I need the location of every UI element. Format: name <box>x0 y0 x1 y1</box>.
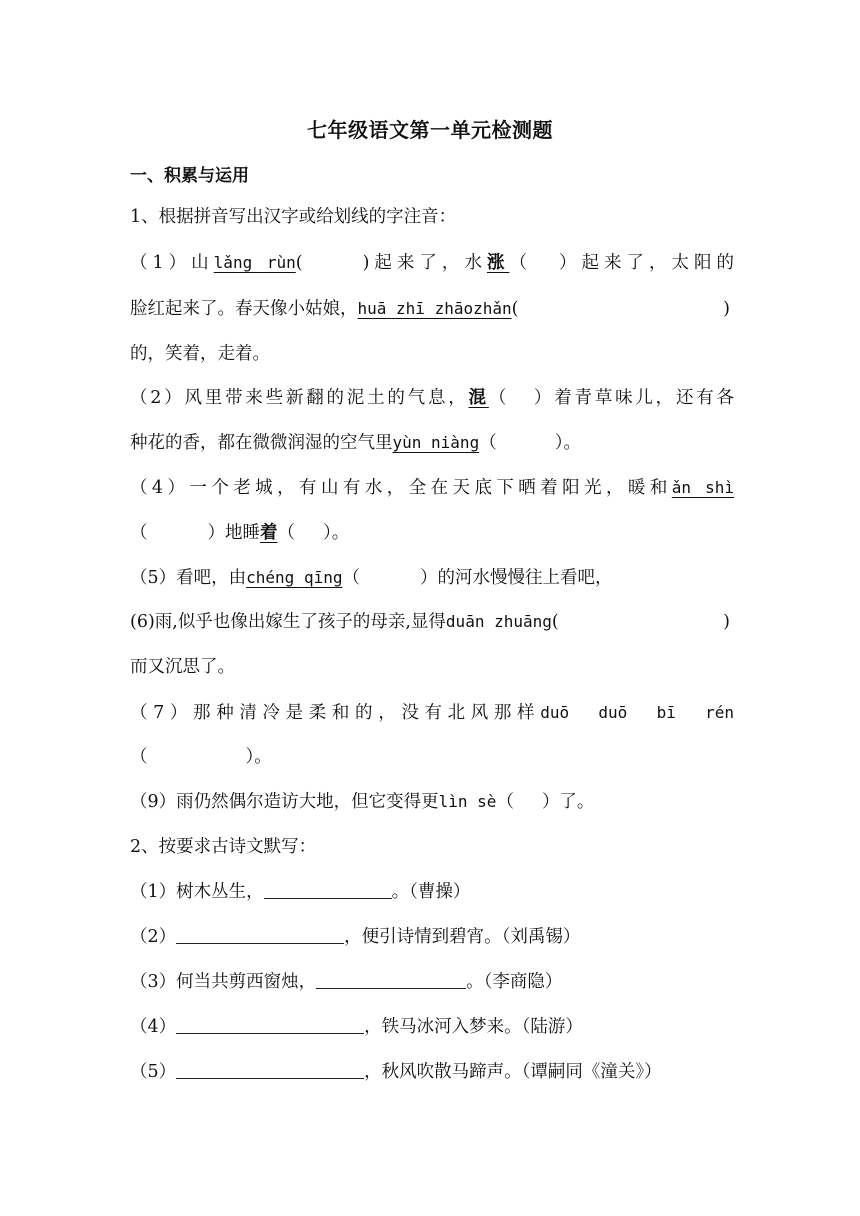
q1-item1-line3: 的，笑着，走着。 <box>130 344 270 364</box>
text: 种花的香，都在微微润湿的空气里 <box>130 433 393 453</box>
paren-open: （ <box>342 568 360 588</box>
text: （3）何当共剪西窗烛， <box>130 972 317 992</box>
fill-in-blank[interactable] <box>176 923 344 944</box>
text: ）的河水慢慢往上看吧， <box>419 568 613 588</box>
q1-item1-line1 <box>130 248 734 278</box>
paren-close: ）。 <box>245 747 272 767</box>
text: ，秋风吹散马蹄声。（谭嗣同《潼关》） <box>364 1062 662 1082</box>
q1-item4-line1 <box>130 473 734 503</box>
text: （4） <box>130 1017 177 1037</box>
q1-item5 <box>130 563 734 593</box>
text: )起来了，水 <box>362 253 487 273</box>
question-1-stem: 1、根据拼音写出汉字或给划线的字注音： <box>130 207 457 227</box>
paren-open: ( <box>295 253 303 273</box>
paren-open: （ <box>509 253 532 273</box>
pinyin: duō duō bī rén <box>540 703 735 722</box>
underlined-char: 着 <box>260 523 278 543</box>
paren-close: ）。 <box>323 523 350 543</box>
text: ，便引诗情到碧宵。（刘禹锡） <box>344 927 581 947</box>
pinyin-underlined: ǎn shì <box>671 478 735 497</box>
pinyin-underlined: huā zhī zhāozhǎn <box>357 299 512 318</box>
text: （9）雨仍然偶尔造访大地，但它变得更 <box>130 792 439 812</box>
text: （5） <box>130 1062 177 1082</box>
underlined-char: 混 <box>468 388 489 408</box>
pinyin-underlined: chéng qīng <box>246 568 343 587</box>
paren-close: ）。 <box>554 433 581 453</box>
q2-item <box>130 1012 734 1042</box>
fill-in-blank[interactable] <box>176 1013 364 1034</box>
paren-open: （ <box>496 792 514 812</box>
paren-open: （ <box>488 388 510 408</box>
q1-item1-line2 <box>130 294 734 324</box>
pinyin: lìn sè <box>438 792 497 811</box>
text: （7）那种清冷是柔和的，没有北风那样 <box>130 703 541 723</box>
text: （5）看吧，由 <box>130 568 247 588</box>
page-title: 七年级语文第一单元检测题 <box>307 118 553 142</box>
underlined-char: 涨 <box>486 253 510 273</box>
paren-open: ( <box>551 612 559 632</box>
paren-open: ( <box>511 299 519 319</box>
q1-item2-line2 <box>130 428 734 458</box>
q1-item4-line2 <box>130 518 734 548</box>
text: (6)雨,似乎也像出嫁生了孩子的母亲,显得 <box>130 612 446 632</box>
text: （1）树木丛生， <box>130 882 264 902</box>
q1-item7-line1 <box>130 698 734 728</box>
q2-item <box>130 877 734 907</box>
paren-close: ) <box>723 299 730 319</box>
question-2-stem: 2、按要求古诗文默写： <box>130 837 317 857</box>
paren-open: （ <box>277 523 295 543</box>
text: 脸红起来了。春天像小姑娘， <box>130 299 358 319</box>
q1-item7-line2 <box>130 742 734 772</box>
paren-open: （ <box>479 433 497 453</box>
paren-open: （ <box>130 747 148 767</box>
text: 。（李商隐） <box>466 972 563 992</box>
fill-in-blank[interactable] <box>264 878 392 899</box>
q1-item6-line2: 而又沉思了。 <box>130 657 235 677</box>
fill-in-blank[interactable] <box>316 968 466 989</box>
q2-item <box>130 922 734 952</box>
pinyin: duān zhuāng <box>445 612 552 631</box>
q2-item <box>130 1057 734 1087</box>
text: 。（曹操） <box>391 882 471 902</box>
q1-item6-line1 <box>130 607 734 637</box>
text: （4）一个老城，有山有水，全在天底下晒着阳光，暖和 <box>130 478 672 498</box>
text: ）起来了，太阳的 <box>553 253 735 273</box>
pinyin-underlined: lǎng rùn <box>213 253 296 272</box>
q1-item9 <box>130 787 734 817</box>
text: （2）风里带来些新翻的泥土的气息， <box>130 388 469 408</box>
paren-close: ）了。 <box>541 792 595 812</box>
text: ，铁马冰河入梦来。（陆游） <box>364 1017 583 1037</box>
text: ）着青草味儿，还有各 <box>531 388 735 408</box>
q1-item2-line1 <box>130 383 734 413</box>
fill-in-blank[interactable] <box>176 1058 364 1079</box>
pinyin-underlined: yùn niàng <box>392 433 480 452</box>
text: ）地睡 <box>207 523 260 543</box>
section-heading: 一、积累与运用 <box>130 166 249 186</box>
q2-item <box>130 967 734 997</box>
text: （1）山 <box>130 253 214 273</box>
paren-close: ) <box>723 612 730 632</box>
text: （2） <box>130 927 177 947</box>
paren-open: （ <box>130 523 148 543</box>
